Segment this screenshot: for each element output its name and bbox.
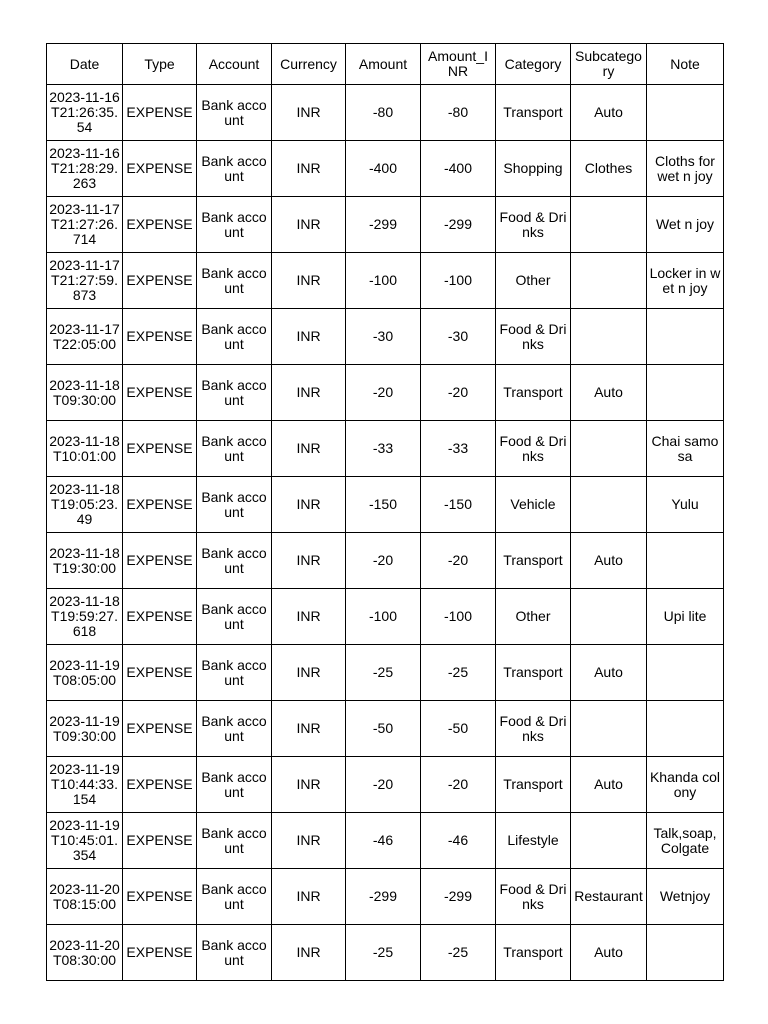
cell-subcategory: Auto <box>571 85 647 141</box>
table-row <box>47 309 724 365</box>
cell-date: 2023-11-18T19:59:27.618 <box>47 589 123 645</box>
cell-amount: -25 <box>346 645 421 701</box>
table-row <box>47 533 724 589</box>
table-header <box>47 44 724 85</box>
column-header-currency: Currency <box>272 44 346 85</box>
cell-account: Bank account <box>197 701 272 757</box>
column-header-type: Type <box>123 44 197 85</box>
cell-amount: -150 <box>346 477 421 533</box>
cell-amount: -299 <box>346 869 421 925</box>
cell-type: EXPENSE <box>123 365 197 421</box>
cell-amount-inr: -299 <box>421 869 496 925</box>
cell-category: Transport <box>496 757 571 813</box>
cell-account: Bank account <box>197 925 272 981</box>
cell-type: EXPENSE <box>123 701 197 757</box>
cell-amount: -400 <box>346 141 421 197</box>
cell-subcategory: Auto <box>571 925 647 981</box>
cell-subcategory <box>571 421 647 477</box>
column-header-date: Date <box>47 44 123 85</box>
cell-note <box>647 85 724 141</box>
cell-note <box>647 925 724 981</box>
cell-amount-inr: -25 <box>421 645 496 701</box>
cell-category: Transport <box>496 365 571 421</box>
cell-type: EXPENSE <box>123 589 197 645</box>
cell-subcategory <box>571 813 647 869</box>
cell-type: EXPENSE <box>123 925 197 981</box>
cell-subcategory: Clothes <box>571 141 647 197</box>
cell-account: Bank account <box>197 85 272 141</box>
expense-sheet <box>46 43 724 981</box>
column-header-category: Category <box>496 44 571 85</box>
cell-note: Khanda colony <box>647 757 724 813</box>
cell-date: 2023-11-20T08:15:00 <box>47 869 123 925</box>
cell-category: Vehicle <box>496 477 571 533</box>
cell-account: Bank account <box>197 309 272 365</box>
cell-category: Transport <box>496 533 571 589</box>
cell-date: 2023-11-19T09:30:00 <box>47 701 123 757</box>
cell-category: Shopping <box>496 141 571 197</box>
cell-date: 2023-11-17T21:27:26.714 <box>47 197 123 253</box>
cell-category: Other <box>496 589 571 645</box>
cell-note <box>647 701 724 757</box>
cell-date: 2023-11-16T21:28:29.263 <box>47 141 123 197</box>
cell-amount: -25 <box>346 925 421 981</box>
cell-currency: INR <box>272 813 346 869</box>
cell-account: Bank account <box>197 533 272 589</box>
cell-currency: INR <box>272 869 346 925</box>
cell-type: EXPENSE <box>123 141 197 197</box>
cell-amount: -20 <box>346 533 421 589</box>
cell-account: Bank account <box>197 757 272 813</box>
cell-account: Bank account <box>197 365 272 421</box>
table-row <box>47 365 724 421</box>
column-header-amount: Amount <box>346 44 421 85</box>
cell-subcategory <box>571 309 647 365</box>
cell-subcategory <box>571 589 647 645</box>
table-row <box>47 757 724 813</box>
cell-amount-inr: -50 <box>421 701 496 757</box>
cell-account: Bank account <box>197 813 272 869</box>
cell-category: Food & Drinks <box>496 309 571 365</box>
cell-subcategory <box>571 477 647 533</box>
cell-amount: -33 <box>346 421 421 477</box>
cell-type: EXPENSE <box>123 813 197 869</box>
cell-amount-inr: -30 <box>421 309 496 365</box>
table-row <box>47 421 724 477</box>
expense-table <box>46 43 724 981</box>
cell-date: 2023-11-18T19:30:00 <box>47 533 123 589</box>
cell-amount-inr: -400 <box>421 141 496 197</box>
cell-type: EXPENSE <box>123 533 197 589</box>
cell-currency: INR <box>272 421 346 477</box>
cell-currency: INR <box>272 365 346 421</box>
cell-subcategory: Auto <box>571 645 647 701</box>
cell-amount: -20 <box>346 365 421 421</box>
cell-currency: INR <box>272 533 346 589</box>
table-row <box>47 141 724 197</box>
cell-amount-inr: -80 <box>421 85 496 141</box>
cell-date: 2023-11-18T09:30:00 <box>47 365 123 421</box>
cell-type: EXPENSE <box>123 869 197 925</box>
cell-currency: INR <box>272 701 346 757</box>
cell-subcategory: Auto <box>571 757 647 813</box>
table-row <box>47 925 724 981</box>
cell-currency: INR <box>272 309 346 365</box>
cell-category: Food & Drinks <box>496 197 571 253</box>
cell-amount-inr: -33 <box>421 421 496 477</box>
cell-currency: INR <box>272 925 346 981</box>
cell-type: EXPENSE <box>123 197 197 253</box>
cell-currency: INR <box>272 477 346 533</box>
cell-date: 2023-11-18T10:01:00 <box>47 421 123 477</box>
cell-amount: -100 <box>346 253 421 309</box>
cell-account: Bank account <box>197 869 272 925</box>
cell-type: EXPENSE <box>123 309 197 365</box>
cell-note: Upi lite <box>647 589 724 645</box>
cell-category: Transport <box>496 85 571 141</box>
cell-amount: -100 <box>346 589 421 645</box>
cell-currency: INR <box>272 85 346 141</box>
column-header-amount-inr: Amount_INR <box>421 44 496 85</box>
cell-date: 2023-11-18T19:05:23.49 <box>47 477 123 533</box>
table-row <box>47 85 724 141</box>
cell-note: Wet n joy <box>647 197 724 253</box>
cell-subcategory: Auto <box>571 533 647 589</box>
cell-category: Lifestyle <box>496 813 571 869</box>
cell-amount: -80 <box>346 85 421 141</box>
cell-amount-inr: -20 <box>421 365 496 421</box>
cell-note: Locker in wet n joy <box>647 253 724 309</box>
cell-currency: INR <box>272 757 346 813</box>
cell-amount-inr: -20 <box>421 757 496 813</box>
cell-amount-inr: -20 <box>421 533 496 589</box>
cell-amount: -20 <box>346 757 421 813</box>
table-row <box>47 589 724 645</box>
column-header-subcategory: Subcategory <box>571 44 647 85</box>
table-row <box>47 869 724 925</box>
cell-subcategory <box>571 197 647 253</box>
cell-amount: -50 <box>346 701 421 757</box>
table-row <box>47 197 724 253</box>
column-header-note: Note <box>647 44 724 85</box>
cell-note <box>647 365 724 421</box>
cell-category: Other <box>496 253 571 309</box>
cell-amount: -30 <box>346 309 421 365</box>
cell-account: Bank account <box>197 645 272 701</box>
table-row <box>47 813 724 869</box>
table-row <box>47 645 724 701</box>
cell-type: EXPENSE <box>123 477 197 533</box>
cell-account: Bank account <box>197 421 272 477</box>
cell-account: Bank account <box>197 141 272 197</box>
cell-date: 2023-11-20T08:30:00 <box>47 925 123 981</box>
cell-amount-inr: -150 <box>421 477 496 533</box>
cell-note: Cloths for wet n joy <box>647 141 724 197</box>
cell-amount-inr: -25 <box>421 925 496 981</box>
cell-account: Bank account <box>197 197 272 253</box>
cell-currency: INR <box>272 141 346 197</box>
column-header-account: Account <box>197 44 272 85</box>
cell-account: Bank account <box>197 589 272 645</box>
cell-category: Food & Drinks <box>496 701 571 757</box>
cell-subcategory: Auto <box>571 365 647 421</box>
cell-date: 2023-11-19T10:44:33.154 <box>47 757 123 813</box>
cell-amount-inr: -100 <box>421 253 496 309</box>
cell-type: EXPENSE <box>123 757 197 813</box>
table-row <box>47 477 724 533</box>
cell-category: Transport <box>496 925 571 981</box>
cell-category: Transport <box>496 645 571 701</box>
cell-date: 2023-11-16T21:26:35.54 <box>47 85 123 141</box>
cell-date: 2023-11-17T21:27:59.873 <box>47 253 123 309</box>
table-body <box>47 85 724 981</box>
cell-amount-inr: -46 <box>421 813 496 869</box>
cell-amount: -46 <box>346 813 421 869</box>
cell-currency: INR <box>272 253 346 309</box>
cell-note: Talk,soap, Colgate <box>647 813 724 869</box>
cell-type: EXPENSE <box>123 253 197 309</box>
cell-amount-inr: -100 <box>421 589 496 645</box>
cell-note: Chai samosa <box>647 421 724 477</box>
cell-date: 2023-11-19T08:05:00 <box>47 645 123 701</box>
table-row <box>47 701 724 757</box>
cell-category: Food & Drinks <box>496 421 571 477</box>
cell-note <box>647 309 724 365</box>
cell-amount-inr: -299 <box>421 197 496 253</box>
cell-category: Food & Drinks <box>496 869 571 925</box>
cell-amount: -299 <box>346 197 421 253</box>
header-row <box>47 44 724 85</box>
cell-account: Bank account <box>197 253 272 309</box>
cell-type: EXPENSE <box>123 645 197 701</box>
cell-note <box>647 533 724 589</box>
table-row <box>47 253 724 309</box>
cell-date: 2023-11-19T10:45:01.354 <box>47 813 123 869</box>
cell-subcategory <box>571 701 647 757</box>
cell-note <box>647 645 724 701</box>
cell-type: EXPENSE <box>123 85 197 141</box>
cell-currency: INR <box>272 645 346 701</box>
cell-currency: INR <box>272 197 346 253</box>
cell-currency: INR <box>272 589 346 645</box>
cell-subcategory <box>571 253 647 309</box>
cell-account: Bank account <box>197 477 272 533</box>
cell-note: Wetnjoy <box>647 869 724 925</box>
cell-date: 2023-11-17T22:05:00 <box>47 309 123 365</box>
cell-note: Yulu <box>647 477 724 533</box>
cell-subcategory: Restaurant <box>571 869 647 925</box>
cell-type: EXPENSE <box>123 421 197 477</box>
